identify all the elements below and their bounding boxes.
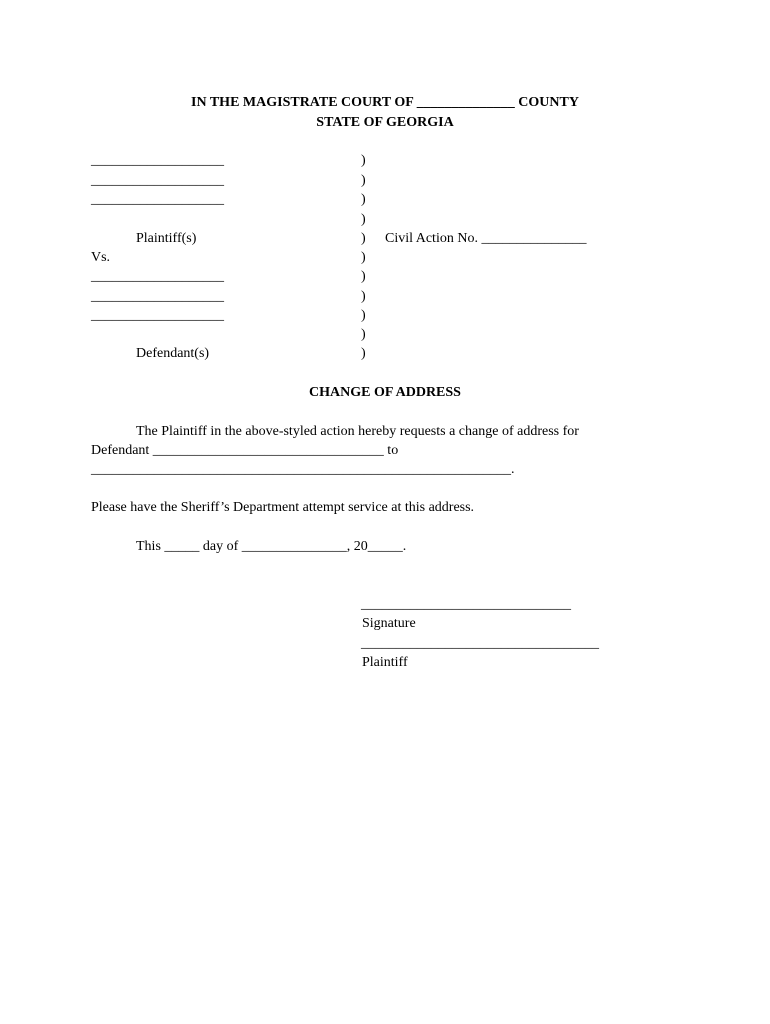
request-paragraph-line-1: The Plaintiff in the above-styled action hereby requests a change of address for	[136, 424, 579, 439]
caption-paren: )	[361, 308, 366, 323]
date-line: This _____ day of _______________, 20_____.	[136, 539, 407, 554]
caption-paren: )	[361, 231, 366, 246]
caption-paren: )	[361, 327, 366, 342]
signature-line: ______________________________	[361, 597, 571, 612]
plaintiff-name-line-3: ___________________	[91, 192, 224, 207]
plaintiff-name-line-2: ___________________	[91, 173, 224, 188]
plaintiff-name-line-1: ___________________	[91, 153, 224, 168]
defendant-name-line-3: ___________________	[91, 308, 224, 323]
defendant-name-line-2: ___________________	[91, 289, 224, 304]
plaintiff-label: Plaintiff(s)	[136, 231, 197, 246]
service-request-paragraph: Please have the Sheriff’s Department attempt service at this address.	[91, 500, 475, 515]
caption-paren: )	[361, 212, 366, 227]
request-paragraph-line-3: ____________________________________________________________.	[91, 462, 515, 477]
plaintiff-signature-label: Plaintiff	[362, 655, 408, 670]
caption-paren: )	[361, 269, 366, 284]
vs-label: Vs.	[91, 250, 111, 265]
request-paragraph-line-2: Defendant _________________________________ to	[91, 443, 399, 458]
caption-paren: )	[361, 250, 366, 265]
defendant-label: Defendant(s)	[136, 346, 210, 361]
defendant-name-line-1: ___________________	[91, 269, 224, 284]
caption-paren: )	[361, 289, 366, 304]
plaintiff-signature-line: __________________________________	[361, 636, 599, 651]
civil-action-number: Civil Action No. _______________	[385, 231, 587, 246]
caption-paren: )	[361, 346, 366, 361]
document-title: CHANGE OF ADDRESS	[309, 385, 461, 400]
caption-paren: )	[361, 153, 366, 168]
caption-paren: )	[361, 192, 366, 207]
court-header-line1: IN THE MAGISTRATE COURT OF ______________ COUNTY	[191, 95, 579, 110]
signature-label: Signature	[362, 616, 416, 631]
caption-paren: )	[361, 173, 366, 188]
court-header-line2: STATE OF GEORGIA	[316, 115, 454, 130]
